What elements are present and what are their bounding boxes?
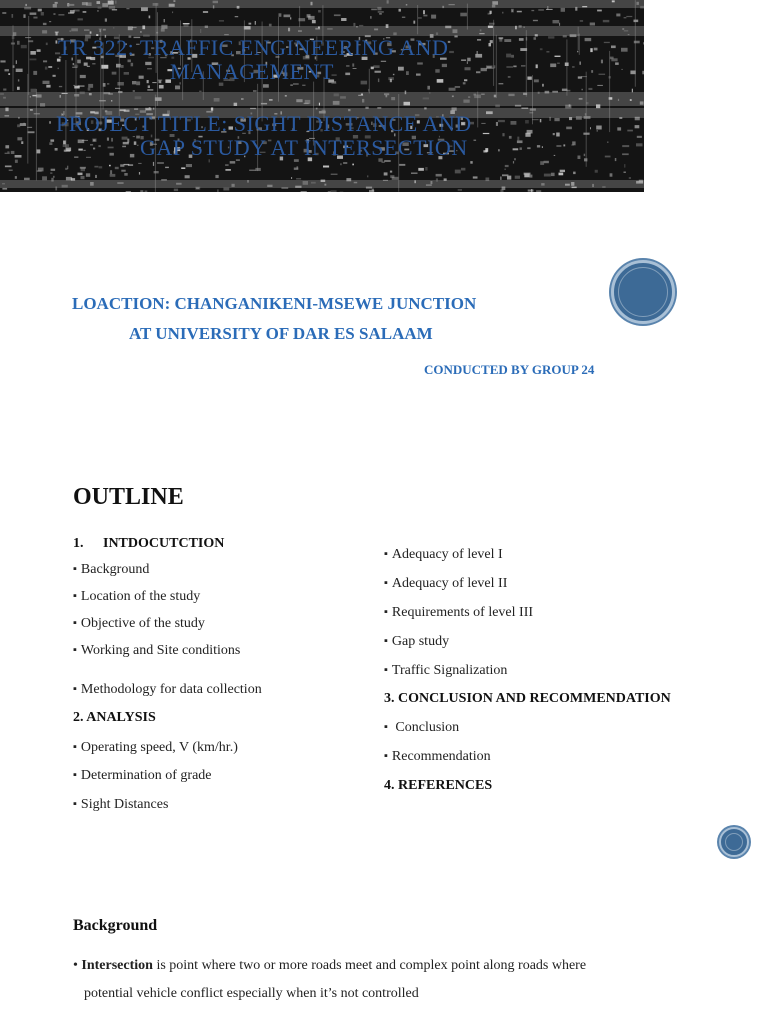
section-analysis: 2. ANALYSIS [73,710,156,725]
location-line2: AT UNIVERSITY OF DAR ES SALAAM [129,324,433,343]
list-item: ▪ Methodology for data collection [73,682,262,698]
list-item: ▪ Determination of grade [73,768,212,784]
section-introduction-number: 1. [73,536,84,551]
section-conclusion: 3. CONCLUSION AND RECOMMENDATION [384,691,671,706]
banner-title-line2: MANAGEMENT [170,59,334,84]
list-item: ▪ Adequacy of level I [384,547,503,563]
list-item: ▪ Background [73,562,149,578]
conducted-by: CONDUCTED BY GROUP 24 [424,362,595,377]
bullet-dot: • [73,958,82,973]
list-item: ▪ Conclusion [384,720,459,736]
banner-texture [0,0,644,192]
banner-title-line3: PROJECT TITLE: SIGHT DISTANCE AND [56,111,472,136]
intersection-definition: is point where two or more roads meet and complex point along roads where [152,958,587,973]
title-banner [0,0,644,192]
banner-title-line1: TR 322: TRAFFIC ENGINEERING AND [58,35,449,60]
section-introduction-label: INTDOCUTCTION [103,536,225,551]
background-paragraph-line1 [73,958,586,974]
list-item: ▪ Traffic Signalization [384,663,507,679]
intersection-term: Intersection [81,958,153,973]
list-item: ▪ Operating speed, V (km/hr.) [73,740,238,756]
background-paragraph-line2: potential vehicle conflict especially when it’s not controlled [84,986,419,1001]
list-item: ▪ Location of the study [73,589,200,605]
list-item: ▪ Requirements of level III [384,605,533,621]
list-item: ▪ Working and Site conditions [73,643,240,659]
banner-title-line4: GAP STUDY AT INTERSECTION [140,135,468,160]
list-item: ▪ Sight Distances [73,797,168,813]
list-item: ▪ Gap study [384,634,449,650]
section-introduction [73,536,224,552]
background-heading: Background [73,917,158,934]
circle-badge-small [719,827,749,857]
list-item: ▪ Objective of the study [73,616,205,632]
list-item: ▪ Recommendation [384,749,491,765]
list-item: ▪ Adequacy of level II [384,576,507,592]
location-line1: LOACTION: CHANGANIKENI-MSEWE JUNCTION [72,294,477,313]
outline-title: OUTLINE [73,484,184,510]
circle-badge-top [611,260,675,324]
section-references: 4. REFERENCES [384,778,493,793]
